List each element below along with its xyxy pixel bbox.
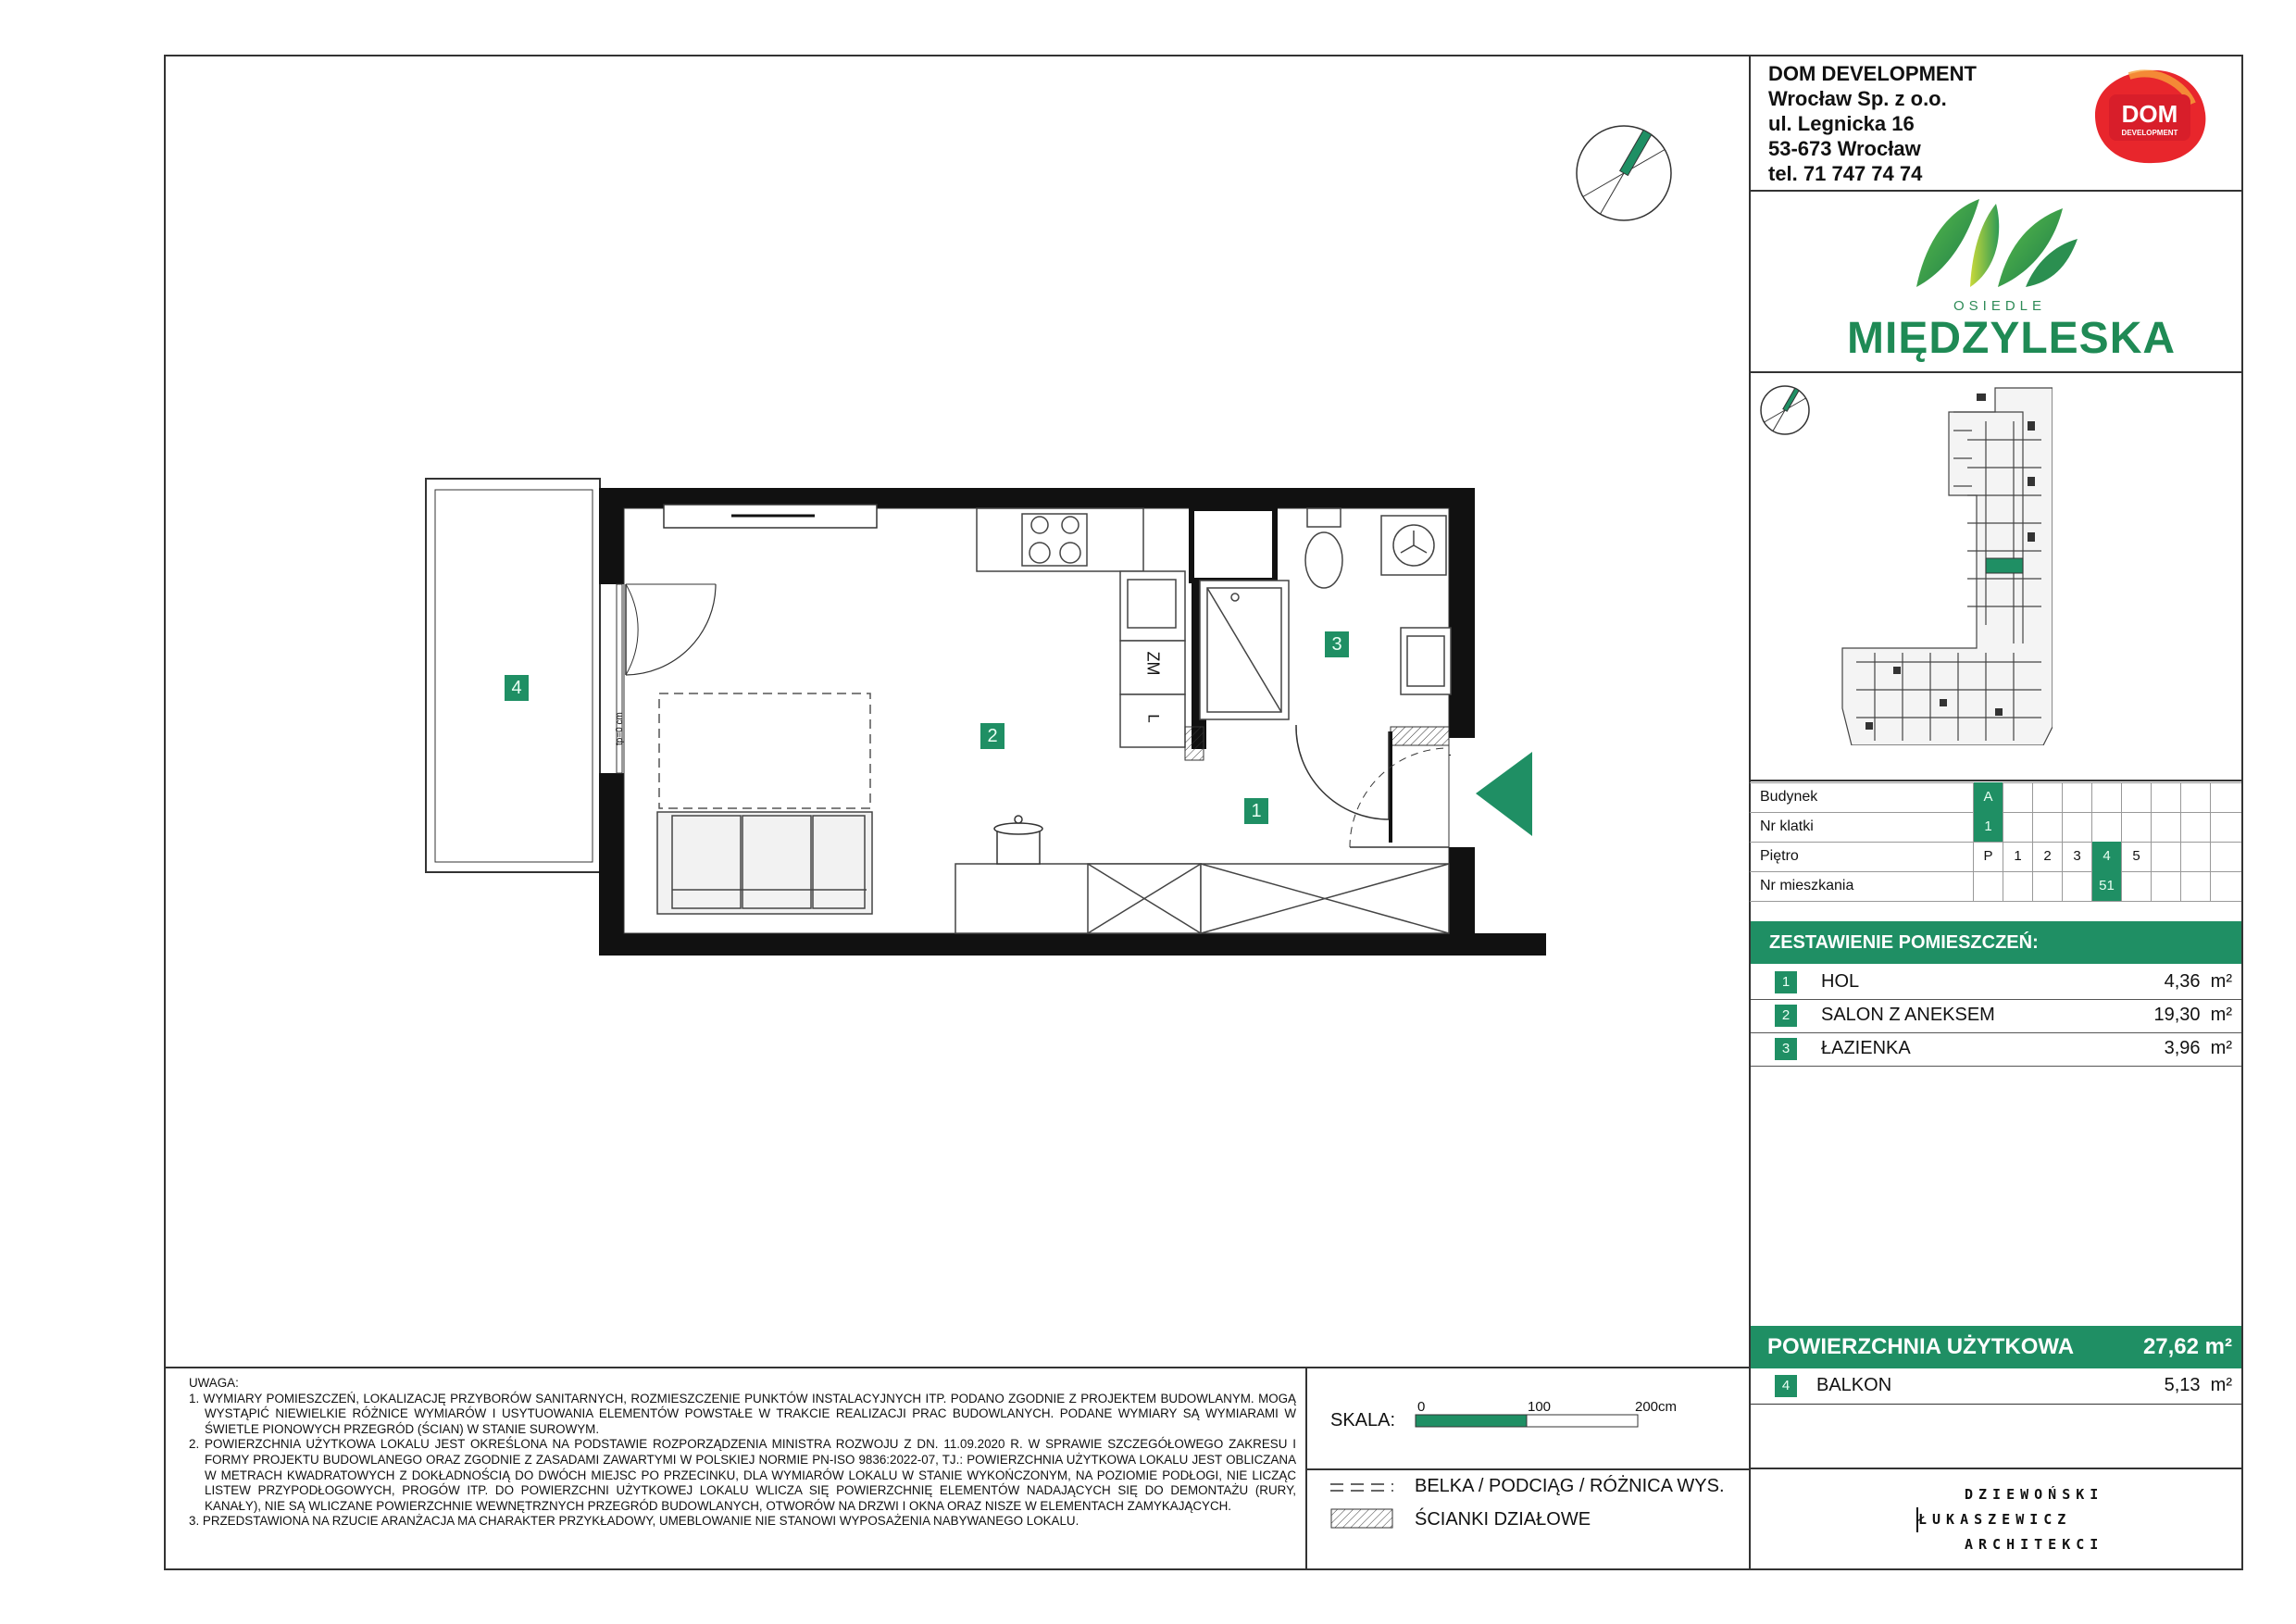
company-subname: Wrocław Sp. z o.o. [1768, 87, 1947, 110]
room-area: 3,96 m² [2164, 1038, 2232, 1058]
divider [1749, 190, 2243, 192]
floor-cell: 5 [2121, 842, 2151, 871]
empty-cell [2091, 812, 2121, 842]
room-number: 1 [1775, 971, 1797, 993]
company-street: ul. Legnicka 16 [1768, 112, 1915, 135]
architect-logo [1916, 1482, 2104, 1557]
flat-cell-selected: 51 [2091, 871, 2121, 901]
empty-cell [2180, 842, 2210, 871]
oven-label: L [1144, 714, 1163, 723]
total-area-bar [1751, 1326, 2241, 1368]
room-row [1751, 999, 2241, 1033]
empty-cell [2210, 812, 2240, 842]
total-area-label: POWIERZCHNIA UŻYTKOWA [1767, 1334, 2075, 1359]
floor-cell-selected: 4 [2091, 842, 2121, 871]
empty-cell [2210, 782, 2240, 812]
balcony-door [617, 584, 716, 773]
room-name: SALON Z ANEKSEM [1821, 1005, 1995, 1025]
floor-cell: 3 [2062, 842, 2091, 871]
threshold-label: tp=0 cm [615, 712, 625, 745]
room-number: 3 [1775, 1038, 1797, 1060]
empty-cell [2062, 782, 2091, 812]
rooms-summary-title: ZESTAWIENIE POMIESZCZEŃ: [1751, 921, 2241, 964]
plan-label-balkon: 4 [505, 675, 529, 701]
room-row [1751, 1032, 2241, 1067]
empty-cell [2151, 842, 2180, 871]
floor-cell: 2 [2032, 842, 2062, 871]
total-area-value: 27,62 m² [2142, 1334, 2232, 1359]
company-city: 53-673 Wrocław [1768, 137, 1921, 160]
room-area: 19,30 m² [2153, 1005, 2232, 1025]
note-item: 2. POWIERZCHNIA UŻYTKOWA LOKALU JEST OKREŚLONA NA PODSTAWIE ROZPORZĄDZENIA MINISTRA ROZWOJU Z DN. 11.09.2020 R. W SPRAWIE SZCZEGÓŁOWEGO ZAKRESU I FORMY PROJEKTU BUDOWLANEGO ORAZ ZGODNIE Z ZASADAMI ZAWARTYMI W POLSKIEJ NORMIE PN-ISO 9836:2022-07, TJ.: POWIERZCHNIA UŻYTKOWA LOKALU JEST OBLICZANA W METRACH KWADRATOWYCH Z DOKŁADNOŚCIĄ DO DWÓCH MIEJSC PO PRZECINKU, DLA WYMIARÓW LOKALU W STANIE WYKOŃCZONYM, NA POZIOMIE PODŁOGI, NIE LICZĄC LISTEW PRZYPODŁOGOWYCH, PROGÓW ITP. DO POWIERZCHNI UŻYTKOWEJ LOKALU WLICZA SIĘ POWIERZCHNIĘ ELEMENTÓW NADAJĄCYCH SIĘ DO DEMONTAŻU (RURY, KANAŁY), NIE SĄ WLICZANE POWIERZCHNIE WEWNĘTRZNYCH PRZEGRÓD BUDOWLANYCH, OTWORÓW NA DRZWI I OKNA ORAZ NISZE W ELEMENTACH ZAMYKAJĄCYCH. [189, 1437, 1296, 1513]
kitchen-counter [977, 508, 1185, 747]
bed-outline [659, 693, 870, 808]
company-name: DOM DEVELOPMENT [1768, 62, 1977, 85]
logo-text-dom: DOM [2121, 100, 2178, 128]
note-item: 1. WYMIARY POMIESZCZEŃ, LOKALIZACJĘ PRZYBORÓW SANITARNYCH, ROZMIESZCZENIE PUNKTÓW INSTALACYJNYCH ITP. PODANO ZGODNIE Z PROJEKTEM BUDOWLANYM. MOGĄ WYSTĄPIĆ NIEWIELKIE RÓŻNICE WYMIARÓW I USYTUOWANIA ELEMENTÓW POWSTAŁE W TRAKCIE REALIZACJI PRAC BUDOWLANYCH. PODANE WYMIARY SĄ WYMIARAMI W ŚWIETLE PIONOWYCH PRZEGRÓD (ŚCIAN) W STANIE SUROWYM. [189, 1391, 1296, 1436]
company-address [1768, 61, 1977, 186]
empty-cell [2180, 871, 2210, 901]
cooking-pot [994, 816, 1042, 864]
balcony-row [1751, 1369, 2241, 1403]
toilet [1305, 508, 1342, 588]
project-name: MIĘDZYLESKA [1847, 314, 2177, 363]
architect-line: ARCHITEKCI [1965, 1536, 2104, 1553]
empty-cell [2180, 812, 2210, 842]
building-label: Budynek [1760, 789, 1818, 805]
note-item: 3. PRZEDSTAWIONA NA RZUCIE ARANŻACJA MA CHARAKTER PRZYKŁADOWY, UMEBLOWANIE NIE STANOWI WYPOSAŻENIA NABYWANEGO LOKALU. [189, 1514, 1079, 1529]
scale-tick-label: 0 [1417, 1399, 1426, 1415]
keyplan-compass-icon [1757, 382, 1813, 438]
info-row-stairwell [1750, 812, 2241, 843]
shower [1200, 581, 1289, 719]
miedzyleska-leaf-logo [1915, 194, 2079, 294]
building-key-plan [1838, 384, 2053, 745]
fridge-label: ZM [1143, 651, 1163, 676]
notes [189, 1376, 1296, 1530]
wardrobe [955, 864, 1449, 933]
empty-cell [2003, 871, 2032, 901]
legend-partitions: ŚCIANKI DZIAŁOWE [1415, 1509, 1591, 1530]
empty-cell [2151, 871, 2180, 901]
dom-development-logo [2092, 67, 2208, 167]
legend-beam: BELKA / PODCIĄG / RÓŻNICA WYS. [1415, 1476, 1725, 1496]
company-phone: tel. 71 747 74 74 [1768, 162, 1923, 185]
empty-cell [2003, 782, 2032, 812]
divider [1749, 1468, 2243, 1469]
empty-cell [2151, 782, 2180, 812]
room-area: 4,36 m² [2164, 971, 2232, 992]
room-number: 4 [1775, 1375, 1797, 1397]
entrance-arrow-icon [1476, 752, 1532, 836]
plan-label-salon: 2 [980, 723, 1004, 749]
empty-cell [2091, 782, 2121, 812]
empty-cell [2121, 812, 2151, 842]
plan-label-lazienka: 3 [1325, 631, 1349, 657]
sofa [657, 812, 872, 914]
room-name: BALKON [1816, 1375, 1892, 1395]
bathroom-door [1296, 725, 1389, 819]
room-name: HOL [1821, 971, 1860, 992]
building-cell: A [1973, 782, 2003, 812]
scale-bar [1415, 1414, 1641, 1429]
washing-machine [1381, 516, 1446, 575]
empty-cell [2121, 871, 2151, 901]
floor-cell: 1 [2003, 842, 2032, 871]
empty-cell [2032, 812, 2062, 842]
info-row-floor [1750, 842, 2241, 872]
notes-title: UWAGA: [189, 1376, 239, 1390]
washbasin [1401, 628, 1451, 694]
empty-cell [2210, 842, 2240, 871]
plan-label-hol: 1 [1244, 798, 1268, 824]
floor-label: Piętro [1760, 848, 1799, 864]
empty-cell [2210, 871, 2240, 901]
wall-right [1449, 488, 1475, 738]
empty-cell [1973, 871, 2003, 901]
empty-cell [2032, 871, 2062, 901]
scale-tick-label: 200cm [1635, 1399, 1678, 1415]
dashed-line-icon [1330, 1481, 1393, 1493]
compass-icon [1574, 123, 1674, 223]
empty-cell [2062, 812, 2091, 842]
room-row [1751, 966, 2241, 1000]
empty-cell [2151, 812, 2180, 842]
divider [1749, 1404, 2243, 1405]
empty-cell [2062, 871, 2091, 901]
room-number: 2 [1775, 1005, 1797, 1027]
entrance-door [1350, 748, 1449, 847]
scale-tick-label: 100 [1528, 1399, 1552, 1415]
empty-cell [2032, 782, 2062, 812]
empty-cell [2003, 812, 2032, 842]
project-prefix: OSIEDLE [1953, 298, 2047, 314]
architect-line: DZIEWOŃSKI [1965, 1486, 2104, 1503]
hatch-icon [1330, 1508, 1393, 1529]
logo-text-development: DEVELOPMENT [2121, 129, 2178, 137]
empty-cell [2180, 782, 2210, 812]
floor-cell: P [1973, 842, 2003, 871]
floor-plan [407, 468, 1546, 968]
architect-line: ŁUKASZEWICZ [1916, 1507, 2083, 1532]
empty-cell [2121, 782, 2151, 812]
scale-label: SKALA: [1330, 1410, 1396, 1430]
divider [1749, 780, 2243, 781]
wall-bottom [599, 933, 1475, 956]
info-row-flat [1750, 871, 2241, 902]
stairwell-cell: 1 [1973, 812, 2003, 842]
room-area: 5,13 m² [2164, 1375, 2232, 1395]
legend-divider [1305, 1468, 1750, 1470]
room-name: ŁAZIENKA [1821, 1038, 1911, 1058]
stairwell-label: Nr klatki [1760, 818, 1814, 834]
divider [1749, 371, 2243, 373]
notes-divider [164, 1367, 1751, 1368]
info-row-building [1750, 782, 2241, 813]
flat-label: Nr mieszkania [1760, 878, 1854, 893]
